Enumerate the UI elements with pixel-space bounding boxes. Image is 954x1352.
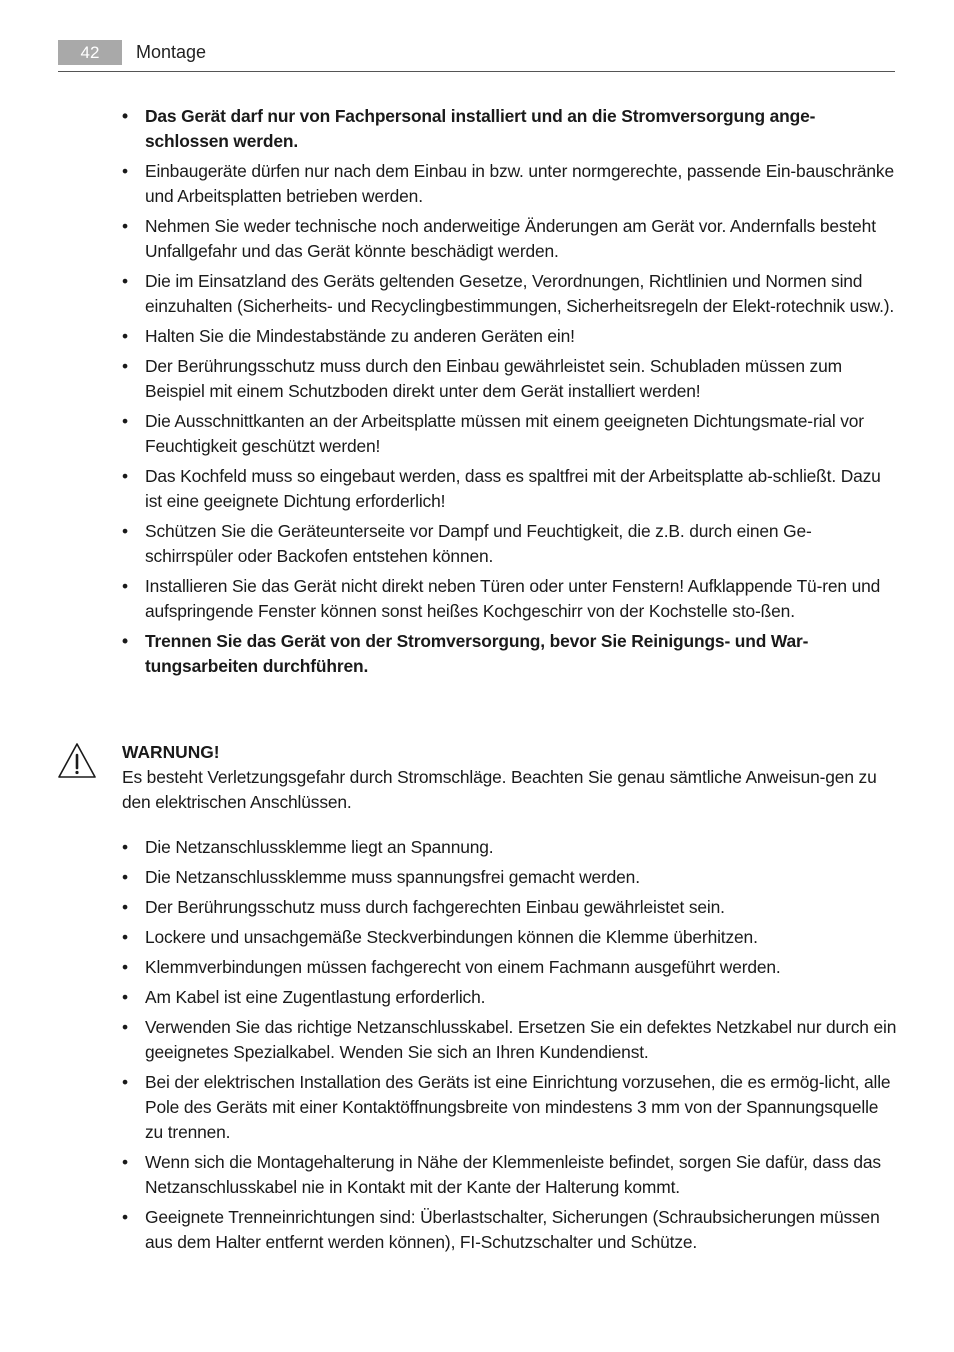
page-number: 42 <box>58 40 122 65</box>
list-item: • Die im Einsatzland des Geräts geltenden Gesetze, Verordnungen, Richtlinien und Normen sind einzuhalten (Sicherheits- und Recyclingbestimmungen, Sicherheitsregeln der Elekt-rotechnik usw.). <box>122 269 897 319</box>
list-item: • Geeignete Trenneinrichtungen sind: Überlastschalter, Sicherungen (Schraubsicherungen müssen aus dem Halter entfernt werden können), FI-Schutzschalter und Schütze. <box>122 1205 897 1255</box>
list-item: • Der Berührungsschutz muss durch fachgerechten Einbau gewährleistet sein. <box>122 895 897 920</box>
list-item: • Wenn sich die Montagehalterung in Nähe der Klemmenleiste befindet, sorgen Sie dafür, dass das Netzanschlusskabel nie in Kontakt mit der Kante der Halterung kommt. <box>122 1150 897 1200</box>
list-item: • Der Berührungsschutz muss durch den Einbau gewährleistet sein. Schubladen müssen zum Beispiel mit einem Schutzboden direkt unter dem Gerät installiert werden! <box>122 354 897 404</box>
list-item: • Die Ausschnittkanten an der Arbeitsplatte müssen mit einem geeigneten Dichtungsmate-rial vor Feuchtigkeit geschützt werden! <box>122 409 897 459</box>
section-title: Montage <box>136 42 207 62</box>
list-item: • Verwenden Sie das richtige Netzanschlusskabel. Ersetzen Sie ein defektes Netzkabel nur durch ein geeignetes Spezialkabel. Wenden Sie sich an Ihren Kundendienst. <box>122 1015 897 1065</box>
list-item: • Einbaugeräte dürfen nur nach dem Einbau in bzw. unter normgerechte, passende Ein-bauschränke und Arbeitsplatten betrieben werden. <box>122 159 897 209</box>
list-item: • Halten Sie die Mindestabstände zu anderen Geräten ein! <box>122 324 897 349</box>
list-item: • Nehmen Sie weder technische noch anderweitige Änderungen am Gerät vor. Andernfalls besteht Unfallgefahr und das Gerät könnte beschädigt werden. <box>122 214 897 264</box>
list-item: • Die Netzanschlussklemme muss spannungsfrei gemacht werden. <box>122 865 897 890</box>
installation-rules-list <box>122 104 897 684</box>
warning-text: Es besteht Verletzungsgefahr durch Stromschläge. Beachten Sie genau sämtliche Anweisun-gen zu den elektrischen Anschlüssen. <box>122 767 877 812</box>
list-item: • Das Gerät darf nur von Fachpersonal installiert und an die Stromversorgung ange-schlossen werden. <box>122 104 897 154</box>
electrical-safety-list <box>122 835 897 1260</box>
list-item: • Installieren Sie das Gerät nicht direkt neben Türen oder unter Fenstern! Aufklappende Tü-ren und aufspringende Fenster können sonst heißes Kochgeschirr von der Kochstelle sto-ßen. <box>122 574 897 624</box>
list-item: • Bei der elektrischen Installation des Geräts ist eine Einrichtung vorzusehen, die es ermög-licht, alle Pole des Geräts mit einer Kontaktöffnungsbreite von mindestens 3 mm von der Spannungsquelle zu trennen. <box>122 1070 897 1145</box>
list-item: • Schützen Sie die Geräteunterseite vor Dampf und Feuchtigkeit, die z.B. durch einen Ge-schirrspüler oder Backofen entstehen können. <box>122 519 897 569</box>
list-item: • Trennen Sie das Gerät von der Stromversorgung, bevor Sie Reinigungs- und War-tungsarbeiten durchführen. <box>122 629 897 679</box>
list-item: • Lockere und unsachgemäße Steckverbindungen können die Klemme überhitzen. <box>122 925 897 950</box>
list-item: • Die Netzanschlussklemme liegt an Spannung. <box>122 835 897 860</box>
list-item: • Das Kochfeld muss so eingebaut werden, dass es spaltfrei mit der Arbeitsplatte ab-schließt. Dazu ist eine geeignete Dichtung erforderlich! <box>122 464 897 514</box>
warning-title: WARNUNG! <box>122 742 220 762</box>
page-header <box>58 40 895 72</box>
warning-triangle-icon <box>57 742 97 780</box>
warning-block <box>122 740 897 815</box>
list-item: • Klemmverbindungen müssen fachgerecht von einem Fachmann ausgeführt werden. <box>122 955 897 980</box>
list-item: • Am Kabel ist eine Zugentlastung erforderlich. <box>122 985 897 1010</box>
